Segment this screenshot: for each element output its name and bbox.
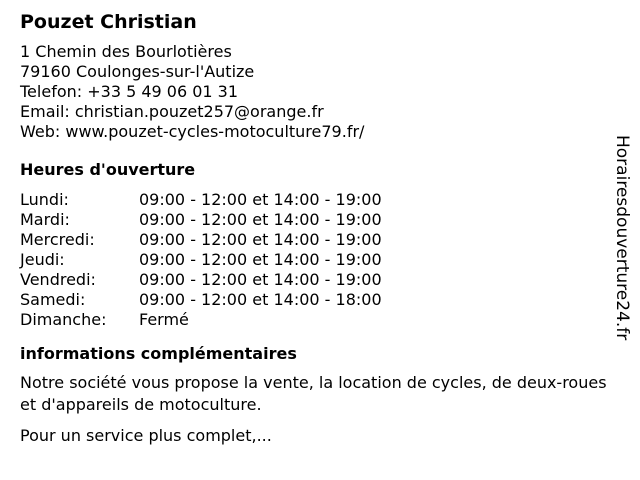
opening-hours-list — [20, 190, 610, 330]
address-line-2: 79160 Coulonges-sur-l'Autize — [20, 62, 255, 81]
day-hours: 09:00 - 12:00 et 14:00 - 19:00 — [139, 210, 382, 229]
day-hours: 09:00 - 12:00 et 14:00 - 19:00 — [139, 250, 382, 269]
day-label: Jeudi: — [20, 250, 65, 269]
day-hours: 09:00 - 12:00 et 14:00 - 18:00 — [139, 290, 382, 309]
hours-row-mercredi — [20, 230, 610, 250]
hours-row-dimanche — [20, 310, 610, 330]
day-label: Mercredi: — [20, 230, 95, 249]
email-line: Email: christian.pouzet257@orange.fr — [20, 102, 324, 121]
website-line: Web: www.pouzet-cycles-motoculture79.fr/ — [20, 122, 365, 141]
opening-hours-heading: Heures d'ouverture — [20, 160, 196, 179]
day-label: Lundi: — [20, 190, 69, 209]
hours-row-vendredi — [20, 270, 610, 290]
day-hours: 09:00 - 12:00 et 14:00 - 19:00 — [139, 230, 382, 249]
additional-info-teaser: Pour un service plus complet,... — [20, 426, 272, 445]
address-line-1: 1 Chemin des Bourlotières — [20, 42, 232, 61]
day-label: Samedi: — [20, 290, 86, 309]
day-hours: Fermé — [139, 310, 189, 329]
day-label: Vendredi: — [20, 270, 96, 289]
day-hours: 09:00 - 12:00 et 14:00 - 19:00 — [139, 270, 382, 289]
hours-row-lundi — [20, 190, 610, 210]
day-label: Mardi: — [20, 210, 70, 229]
business-name: Pouzet Christian — [20, 11, 197, 33]
hours-row-samedi — [20, 290, 610, 310]
day-hours: 09:00 - 12:00 et 14:00 - 19:00 — [139, 190, 382, 209]
hours-row-mardi — [20, 210, 610, 230]
hours-row-jeudi — [20, 250, 610, 270]
site-watermark: Horairesdouverture24.fr — [612, 135, 632, 341]
day-label: Dimanche: — [20, 310, 107, 329]
additional-info-paragraph: Notre société vous propose la vente, la location de cycles, de deux-roues et d'appareils de motoculture. — [20, 373, 607, 414]
business-card — [20, 10, 610, 456]
additional-info-heading: informations complémentaires — [20, 344, 297, 363]
phone-line: Telefon: +33 5 49 06 01 31 — [20, 82, 239, 101]
